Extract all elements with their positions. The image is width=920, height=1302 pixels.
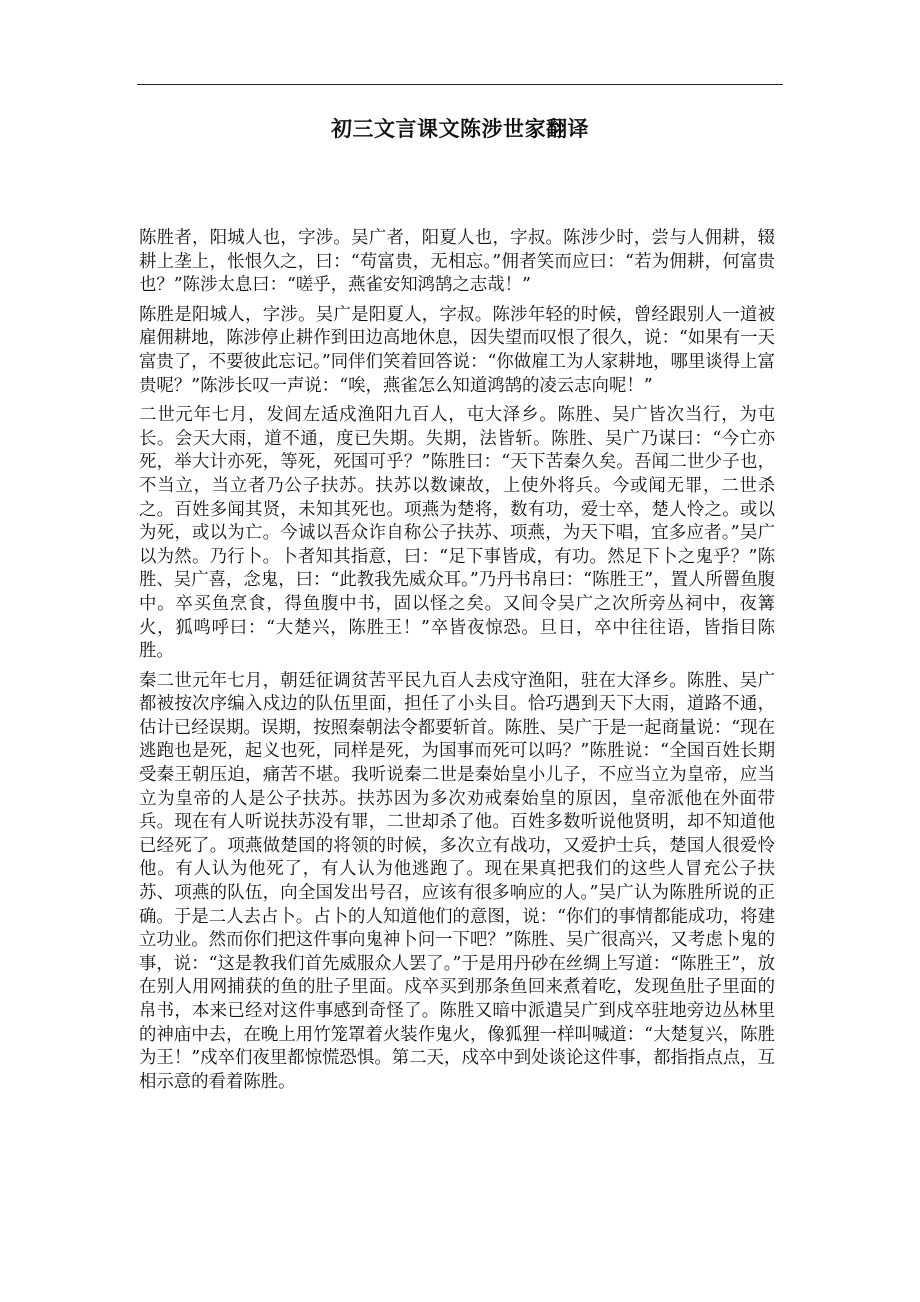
paragraph-original-1: 陈胜者，阳城人也，字涉。吴广者，阳夏人也，字叔。陈涉少时，尝与人佣耕，辍耕上垄上，怅恨久之，曰：“苟富贵，无相忘。”佣者笑而应曰：“若为佣耕，何富贵也？”陈涉太息曰：“嗟乎，燕雀安知鸿鹄之志哉！” [139, 228, 775, 296]
paragraph-translation-1: 陈胜是阳城人，字涉。吴广是阳夏人，字叔。陈涉年轻的时候，曾经跟别人一道被雇佣耕地，陈涉停止耕作到田边高地休息，因失望而叹恨了很久，说：“如果有一天富贵了，不要彼此忘记。”同伴们笑着回答说：“你做雇工为人家耕地，哪里谈得上富贵呢？”陈涉长叹一声说：“唉，燕雀怎么知道鸿鹄的凌云志向呢！” [139, 304, 775, 396]
header-rule [137, 84, 783, 85]
paragraph-translation-2: 秦二世元年七月，朝廷征调贫苦平民九百人去戍守渔阳，驻在大泽乡。陈胜、吴广都被按次序编入戍边的队伍里面，担任了小头目。恰巧遇到天下大雨，道路不通，估计已经误期。误期，按照秦朝法令都要斩首。陈胜、吴广于是一起商量说：“现在逃跑也是死，起义也死，同样是死，为国事而死可以吗？”陈胜说：“全国百姓长期受秦王朝压迫，痛苦不堪。我听说秦二世是秦始皇小儿子，不应当立为皇帝，应当立为皇帝的人是公子扶苏。扶苏因为多次劝戒秦始皇的原因，皇帝派他在外面带兵。现在有人听说扶苏没有罪，二世却杀了他。百姓多数听说他贤明，却不知道他已经死了。项燕做楚国的将领的时候，多次立有战功，又爱护士兵，楚国人很爱怜他。有人认为他死了，有人认为他逃跑了。现在果真把我们的这些人冒充公子扶苏、项燕的队伍，向全国发出号召，应该有很多响应的人。”吴广认为陈胜所说的正确。于是二人去占卜。占卜的人知道他们的意图，说：“你们的事情都能成功，将建立功业。然而你们把这件事向鬼神卜问一下吧？”陈胜、吴广很高兴，又考虑卜鬼的事，说：“这是教我们首先威服众人罢了。”于是用丹砂在丝绸上写道：“陈胜王”，放在别人用网捕获的鱼的肚子里面。戍卒买到那条鱼回来煮着吃，发现鱼肚子里面的帛书，本来已经对这件事感到奇怪了。陈胜又暗中派遣吴广到戍卒驻地旁边丛林里的神庙中去，在晚上用竹笼罩着火装作鬼火，像狐狸一样叫喊道：“大楚复兴，陈胜为王！”戍卒们夜里都惊慌恐惧。第二天，戍卒中到处谈论这件事，都指指点点，互相示意的看着陈胜。 [139, 670, 775, 1092]
page-title: 初三文言课文陈涉世家翻译 [331, 117, 589, 141]
document-body [139, 227, 775, 1100]
paragraph-original-2: 二世元年七月，发闾左适戍渔阳九百人，屯大泽乡。陈胜、吴广皆次当行，为屯长。会天大雨，道不通，度已失期。失期，法皆斩。陈胜、吴广乃谋曰：“今亡亦死，举大计亦死，等死，死国可乎？”陈胜曰：“天下苦秦久矣。吾闻二世少子也，不当立，当立者乃公子扶苏。扶苏以数谏故，上使外将兵。今或闻无罪，二世杀之。百姓多闻其贤，未知其死也。项燕为楚将，数有功，爱士卒，楚人怜之。或以为死，或以为亡。今诚以吾众诈自称公子扶苏、项燕，为天下唱，宜多应者。”吴广以为然。乃行卜。卜者知其指意，曰：“足下事皆成，有功。然足下卜之鬼乎？”陈胜、吴广喜，念鬼，曰：“此教我先威众耳。”乃丹书帛曰：“陈胜王”，置人所罾鱼腹中。卒买鱼烹食，得鱼腹中书，固以怪之矣。又间令吴广之次所旁丛祠中，夜篝火，狐鸣呼曰：“大楚兴，陈胜王！”卒皆夜惊恐。旦日，卒中往往语，皆指目陈胜。 [139, 405, 775, 662]
